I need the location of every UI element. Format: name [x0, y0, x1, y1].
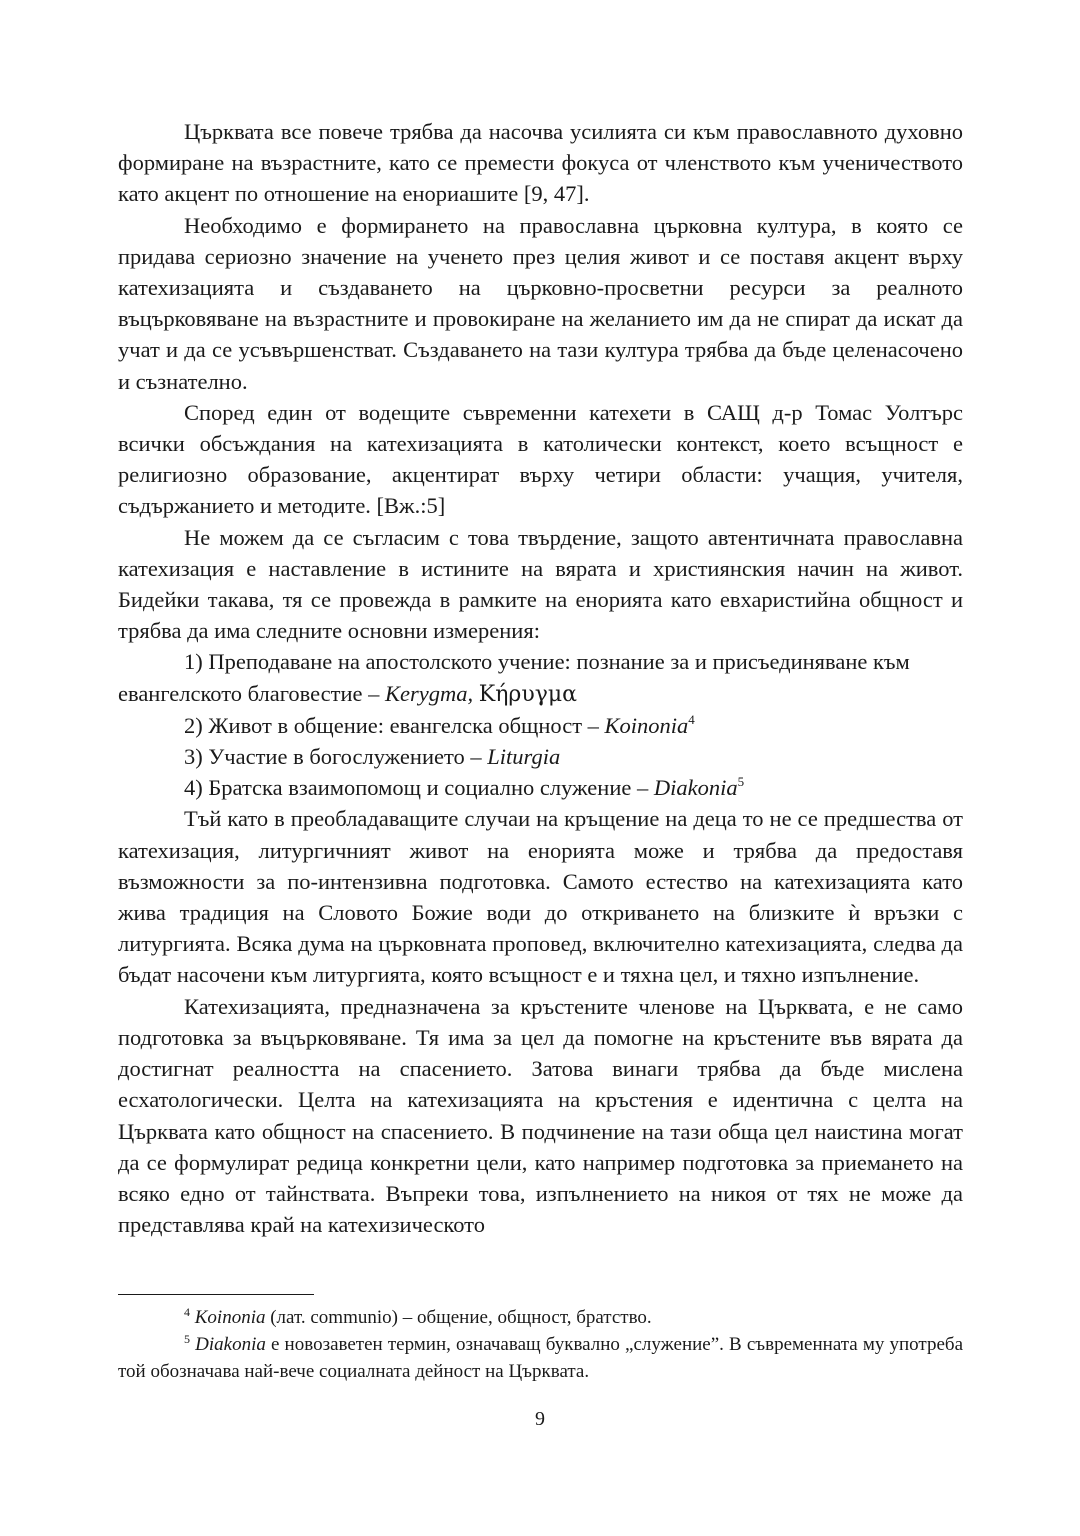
- list-item-text: 2) Живот в общение: евангелска общност –: [184, 712, 605, 738]
- list-item-1: [118, 646, 963, 709]
- footnote-ref-5[interactable]: 5: [737, 774, 745, 790]
- footnote-text: е новозаветен термин, означаващ буквално „служение”. В съвременната му употреба той обозначава най-вече социалната дейност на Църквата.: [118, 1334, 963, 1382]
- footnotes: [118, 1304, 963, 1385]
- footnote-4: [118, 1304, 963, 1331]
- paragraph-1: Църквата все повече трябва да насочва усилията си към православното духовно формиране на възрастните, като се премести фокуса от членството към ученичеството като акцент по отношение на енориашите [9, 47].: [118, 119, 963, 207]
- list-item-term: Liturgia: [487, 744, 561, 770]
- paragraph-6: Катехизацията, предназначена за кръстените членове на Църквата, е не само подготовка за въцърковяване. Тя има за цел да помогне на кръстените във вярата да достигнат реалността на спасението. Затова винаги трябва да бъде мислена есхатологически. Целта на катехизацията на кръстения е идентична с целта на Църквата като общност на спасението. В подчинение на тази обща цел наистина могат да се формулират редица конкретни цели, като например подготовка за приемането на всяко едно от тайнствата. Въпреки това, изпълнението на никоя от тях не може да представлява край на катехизическото: [118, 993, 963, 1238]
- paragraph-5: Тъй като в преобладаващите случаи на кръщение на деца то не се предшества от катехизация, литургичният живот на енорията може и трябва да предоставя възможности за по-интензивна подготовка. Самото естество на катехизацията като жива традиция на Словото Божие води до откриването на близките ѝ връзки с литургията. Всяка дума на църковната проповед, включително катехизацията, следва да бъдат насочени към литургията, която всъщност е и тяхна цел, и тяхно изпълнение.: [118, 806, 963, 988]
- list-item-2: [118, 710, 963, 741]
- list-item-4: [118, 772, 963, 803]
- footnote-term: Diakonia: [195, 1334, 266, 1355]
- list-item-greek: Κήρυγμα: [478, 681, 578, 707]
- list-item-term: Koinonia: [604, 712, 689, 738]
- list-item-term: Diakonia: [653, 775, 738, 801]
- list-item-text: 1) Преподаване на апостолското учение: познание за и присъединяване към евангелското благовестие –: [118, 649, 910, 706]
- page-body: [118, 116, 963, 1240]
- footnote-number: 5: [184, 1332, 190, 1346]
- paragraph-3: Според един от водещите съвременни катехети в САЩ д-р Томас Уолтърс всички обсъждания на катехизацията в католически контекст, което всъщност е религиозно образование, акцентират върху четири области: учащия, учителя, съдържанието и методите. [Вж.:5]: [118, 399, 963, 519]
- page-number: 9: [535, 1408, 545, 1430]
- list-item-text: 3) Участие в богослужението –: [184, 744, 488, 770]
- paragraph-2: Необходимо е формирането на православна църковна култура, в която се придава сериозно значение на ученето през целия живот и се поставя акцент върху катехизацията и създаването на църковно-просветни ресурси за реалното въцърковяване на възрастните и провокиране на желанието им да не спират да искат да учат и да се усъвършенстват. Създаването на тази култура трябва да бъде целенасочено и съзнателно.: [118, 212, 963, 394]
- footnote-5: [118, 1331, 963, 1385]
- footnote-term: Koinonia: [194, 1307, 266, 1328]
- list-item-3: [118, 741, 963, 772]
- list-item-text: 4) Братска взаимопомощ и социално служение –: [184, 775, 654, 801]
- footnote-number: 4: [184, 1305, 190, 1319]
- footnote-separator: [118, 1294, 314, 1295]
- footnote-text: (лат. communio) – общение, общност, братство.: [265, 1307, 652, 1328]
- paragraph-4: Не можем да се съгласим с това твърдение, защото автентичната православна катехизация е наставление в истините на вярата и християнския начин на живот. Бидейки такава, тя се провежда в рамките на енорията като евхаристийна общност и трябва да има следните основни измерения:: [118, 524, 963, 644]
- footnote-ref-4[interactable]: 4: [688, 711, 695, 727]
- list-item-term: Kerygma,: [385, 680, 474, 706]
